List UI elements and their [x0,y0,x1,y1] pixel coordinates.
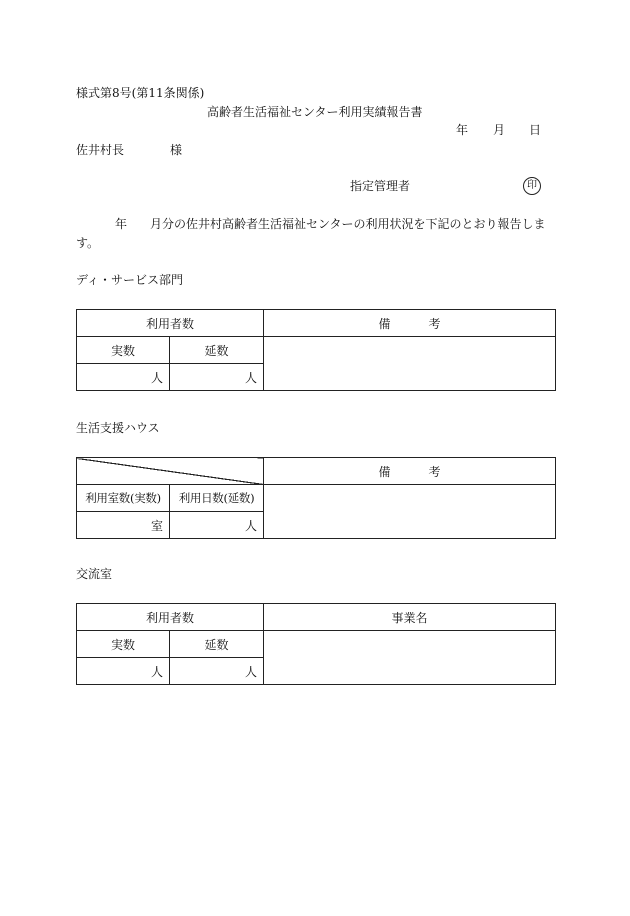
day-service-heading: ディ・サービス部門 [76,273,184,287]
manager-label: 指定管理者 [350,179,411,193]
intro-year-label: 年 [115,217,128,231]
exchange-room-heading: 交流室 [76,567,113,581]
remarks-header-char-1: 備 [378,464,391,479]
intro-line-2: す。 [76,236,100,250]
actual-count-header: 実数 [77,337,170,364]
day-service-table [76,309,556,391]
rooms-count-cell[interactable] [77,512,170,539]
form-number: 様式第8号(第11条関係) [76,86,205,100]
remarks-cell[interactable] [264,485,556,539]
total-count-header: 延数 [170,631,264,658]
remarks-header-char-1: 備 [378,316,391,331]
exchange-room-table [76,603,556,685]
date-month-label: 月 [493,123,506,137]
days-count-header: 利用日数(延数) [170,485,264,512]
actual-count-header: 実数 [77,631,170,658]
addressee: 佐井村長 [76,143,125,157]
event-name-cell[interactable] [264,631,556,685]
support-house-table [76,457,556,539]
date-year-label: 年 [456,123,469,137]
unit-label: 人 [245,370,258,385]
users-header: 利用者数 [77,604,264,631]
seal-mark: 印 [523,177,541,195]
support-house-heading: 生活支援ハウス [76,421,160,435]
remarks-cell[interactable] [264,337,556,391]
page-title: 高齢者生活福祉センター利用実績報告書 [207,105,423,119]
remarks-header-char-2: 考 [428,316,441,331]
remarks-header-char-2: 考 [428,464,441,479]
unit-label: 人 [245,664,258,679]
total-count-cell[interactable] [170,364,264,391]
unit-label: 人 [244,518,257,533]
event-name-header: 事業名 [264,604,556,631]
remarks-header [264,310,556,337]
total-count-cell[interactable] [170,658,264,685]
actual-count-cell[interactable] [77,658,170,685]
rooms-count-header: 利用室数(実数) [77,485,170,512]
intro-line-1: 月分の佐井村高齢者生活福祉センターの利用状況を下記のとおり報告しま [150,217,546,231]
honorific: 様 [170,143,183,157]
remarks-header [264,458,556,485]
date-day-label: 日 [529,123,542,137]
unit-label: 人 [150,664,163,679]
total-count-header: 延数 [170,337,264,364]
days-count-cell[interactable] [170,512,264,539]
unit-label: 室 [150,518,163,533]
users-header: 利用者数 [77,310,264,337]
actual-count-cell[interactable] [77,364,170,391]
unit-label: 人 [150,370,163,385]
diagonal-header-cell [77,458,264,485]
